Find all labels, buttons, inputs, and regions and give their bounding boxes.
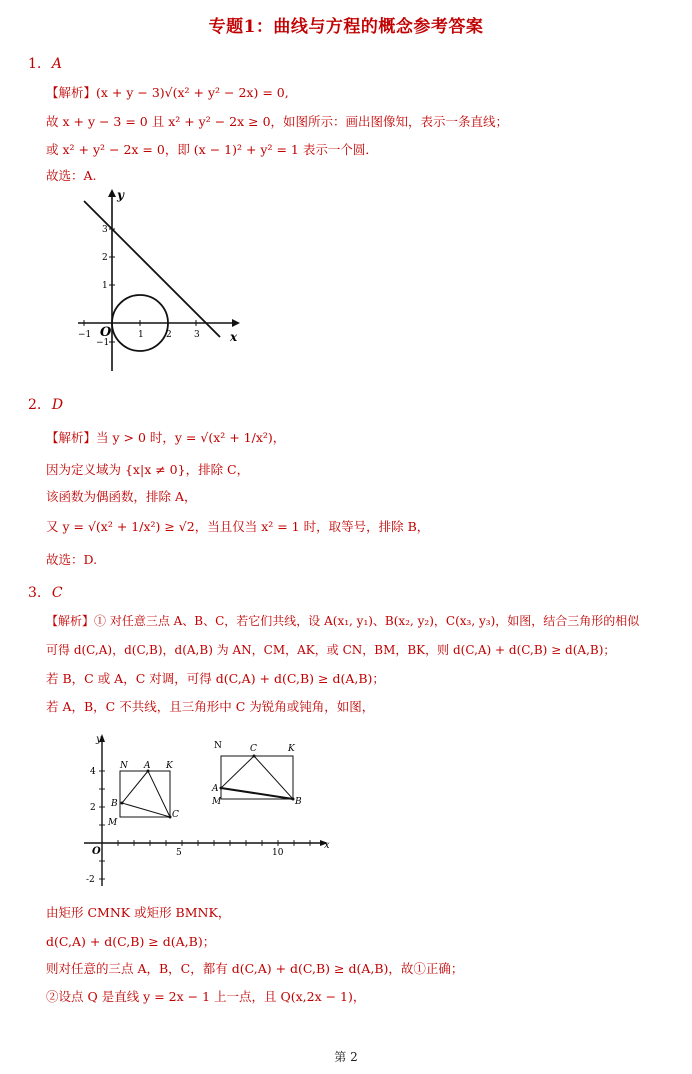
q1-num: 1. bbox=[28, 56, 42, 72]
q2-line-5: 故选：D. bbox=[46, 552, 98, 567]
q3-xtick-5: 5 bbox=[176, 848, 182, 858]
q3-line-5: 由矩形 CMNK 或矩形 BMNK， bbox=[46, 905, 231, 920]
q1-xtick-1: 1 bbox=[138, 330, 144, 340]
q3-left-label-b: B bbox=[111, 799, 118, 809]
q1-xtick-2: 2 bbox=[166, 330, 172, 340]
q3-line-3: 若 B，C 或 A，C 对调，可得 d(C,A) + d(C,B) ≥ d(A,B)； bbox=[46, 671, 385, 686]
q3-xtick-10: 10 bbox=[272, 848, 284, 858]
q3-answer: C bbox=[51, 585, 63, 601]
q1-x-arrow-icon bbox=[232, 319, 240, 327]
q3-right-label-n: N bbox=[214, 741, 222, 751]
page-title: 专题1：曲线与方程的概念参考答案 bbox=[208, 17, 484, 37]
q3-left-label-a: A bbox=[144, 761, 151, 771]
q1-line bbox=[84, 201, 220, 337]
q1-line-2: 故 x + y − 3 = 0 且 x² + y² − 2x ≥ 0，如图所示：画出图像知，表示一条直线； bbox=[46, 114, 509, 129]
q3-right-label-c: C bbox=[250, 744, 257, 754]
q3-line-1: 【解析】① 对任意三点 A、B、C，若它们共线，设 A(x₁, y₁)、B(x₂, y₂)，C(x₃, y₃)，如图，结合三角形的相似 bbox=[46, 614, 640, 628]
q1-x-label: x bbox=[230, 330, 238, 344]
q1-origin-label: O bbox=[100, 325, 112, 340]
q1-ytick-1: 1 bbox=[102, 281, 108, 291]
q3-num: 3. bbox=[28, 585, 42, 601]
q3-left-label-k: K bbox=[166, 761, 173, 771]
q1-xtick-3: 3 bbox=[194, 330, 200, 340]
q2-number bbox=[28, 397, 63, 413]
q1-xtick-neg1: −1 bbox=[78, 330, 92, 340]
q2-line-2: 因为定义域为 {x|x ≠ 0}，排除 C， bbox=[46, 462, 250, 477]
q3-right-ab-segment bbox=[221, 788, 293, 799]
q3-right-label-m: M bbox=[212, 797, 222, 807]
q3-line-7: 则对任意的三点 A，B，C，都有 d(C,A) + d(C,B) ≥ d(A,B)，故①正确； bbox=[46, 961, 464, 976]
q2-line-1: 【解析】当 y > 0 时，y = √(x² + 1/x²)， bbox=[46, 430, 286, 445]
q3-number bbox=[28, 585, 63, 601]
q2-num: 2. bbox=[28, 397, 42, 413]
q2-answer: D bbox=[51, 397, 64, 413]
q3-left-label-c: C bbox=[172, 810, 179, 820]
q3-ytick-neg2: -2 bbox=[86, 875, 95, 885]
q2-line-4: 又 y = √(x² + 1/x²) ≥ √2，当且仅当 x² = 1 时，取等号，排除 B， bbox=[46, 519, 430, 534]
q3-line-8: ②设点 Q 是直线 y = 2x − 1 上一点，且 Q(x,2x − 1)， bbox=[46, 989, 366, 1004]
q3-ytick-2: 2 bbox=[90, 803, 96, 813]
q3-right-label-a: A bbox=[212, 784, 219, 794]
q3-origin-label: O bbox=[92, 846, 101, 857]
q3-ytick-4: 4 bbox=[90, 767, 96, 777]
q1-graph bbox=[60, 185, 250, 375]
q1-ytick-2: 2 bbox=[102, 253, 108, 263]
q1-number bbox=[28, 56, 62, 72]
q1-line-3: 或 x² + y² − 2x = 0，即 (x − 1)² + y² = 1 表示一个圆． bbox=[46, 142, 378, 157]
q3-y-label: y bbox=[96, 734, 102, 745]
q1-line-1: 【解析】(x + y − 3)√(x² + y² − 2x) = 0, bbox=[46, 85, 289, 100]
q3-right-label-b: B bbox=[295, 797, 302, 807]
q3-left-label-m: M bbox=[108, 818, 118, 828]
q1-line-4: 故选：A. bbox=[46, 168, 97, 183]
q1-y-arrow-icon bbox=[108, 189, 116, 197]
page-footer: 第 2 bbox=[334, 1050, 358, 1064]
q1-ytick-neg1: −1 bbox=[96, 338, 110, 348]
q3-left-label-n: N bbox=[120, 761, 128, 771]
q3-line-6: d(C,A) + d(C,B) ≥ d(A,B)； bbox=[46, 934, 216, 949]
q1-answer: A bbox=[51, 56, 62, 72]
q1-ytick-3: 3 bbox=[102, 225, 108, 235]
q3-line-2: 可得 d(C,A)，d(C,B)，d(A,B) 为 AN，CM，AK，或 CN，BM，BK，则 d(C,A) + d(C,B) ≥ d(A,B)； bbox=[46, 643, 616, 657]
q3-x-label: x bbox=[324, 840, 330, 851]
q3-graph bbox=[78, 730, 338, 890]
q3-line-4: 若 A，B，C 不共线，且三角形中 C 为锐角或钝角，如图， bbox=[46, 699, 375, 714]
q2-line-3: 该函数为偶函数，排除 A， bbox=[46, 489, 197, 504]
q3-triangle-left bbox=[122, 771, 170, 817]
q1-y-label: y bbox=[117, 188, 124, 202]
q3-right-label-k: K bbox=[288, 744, 295, 754]
